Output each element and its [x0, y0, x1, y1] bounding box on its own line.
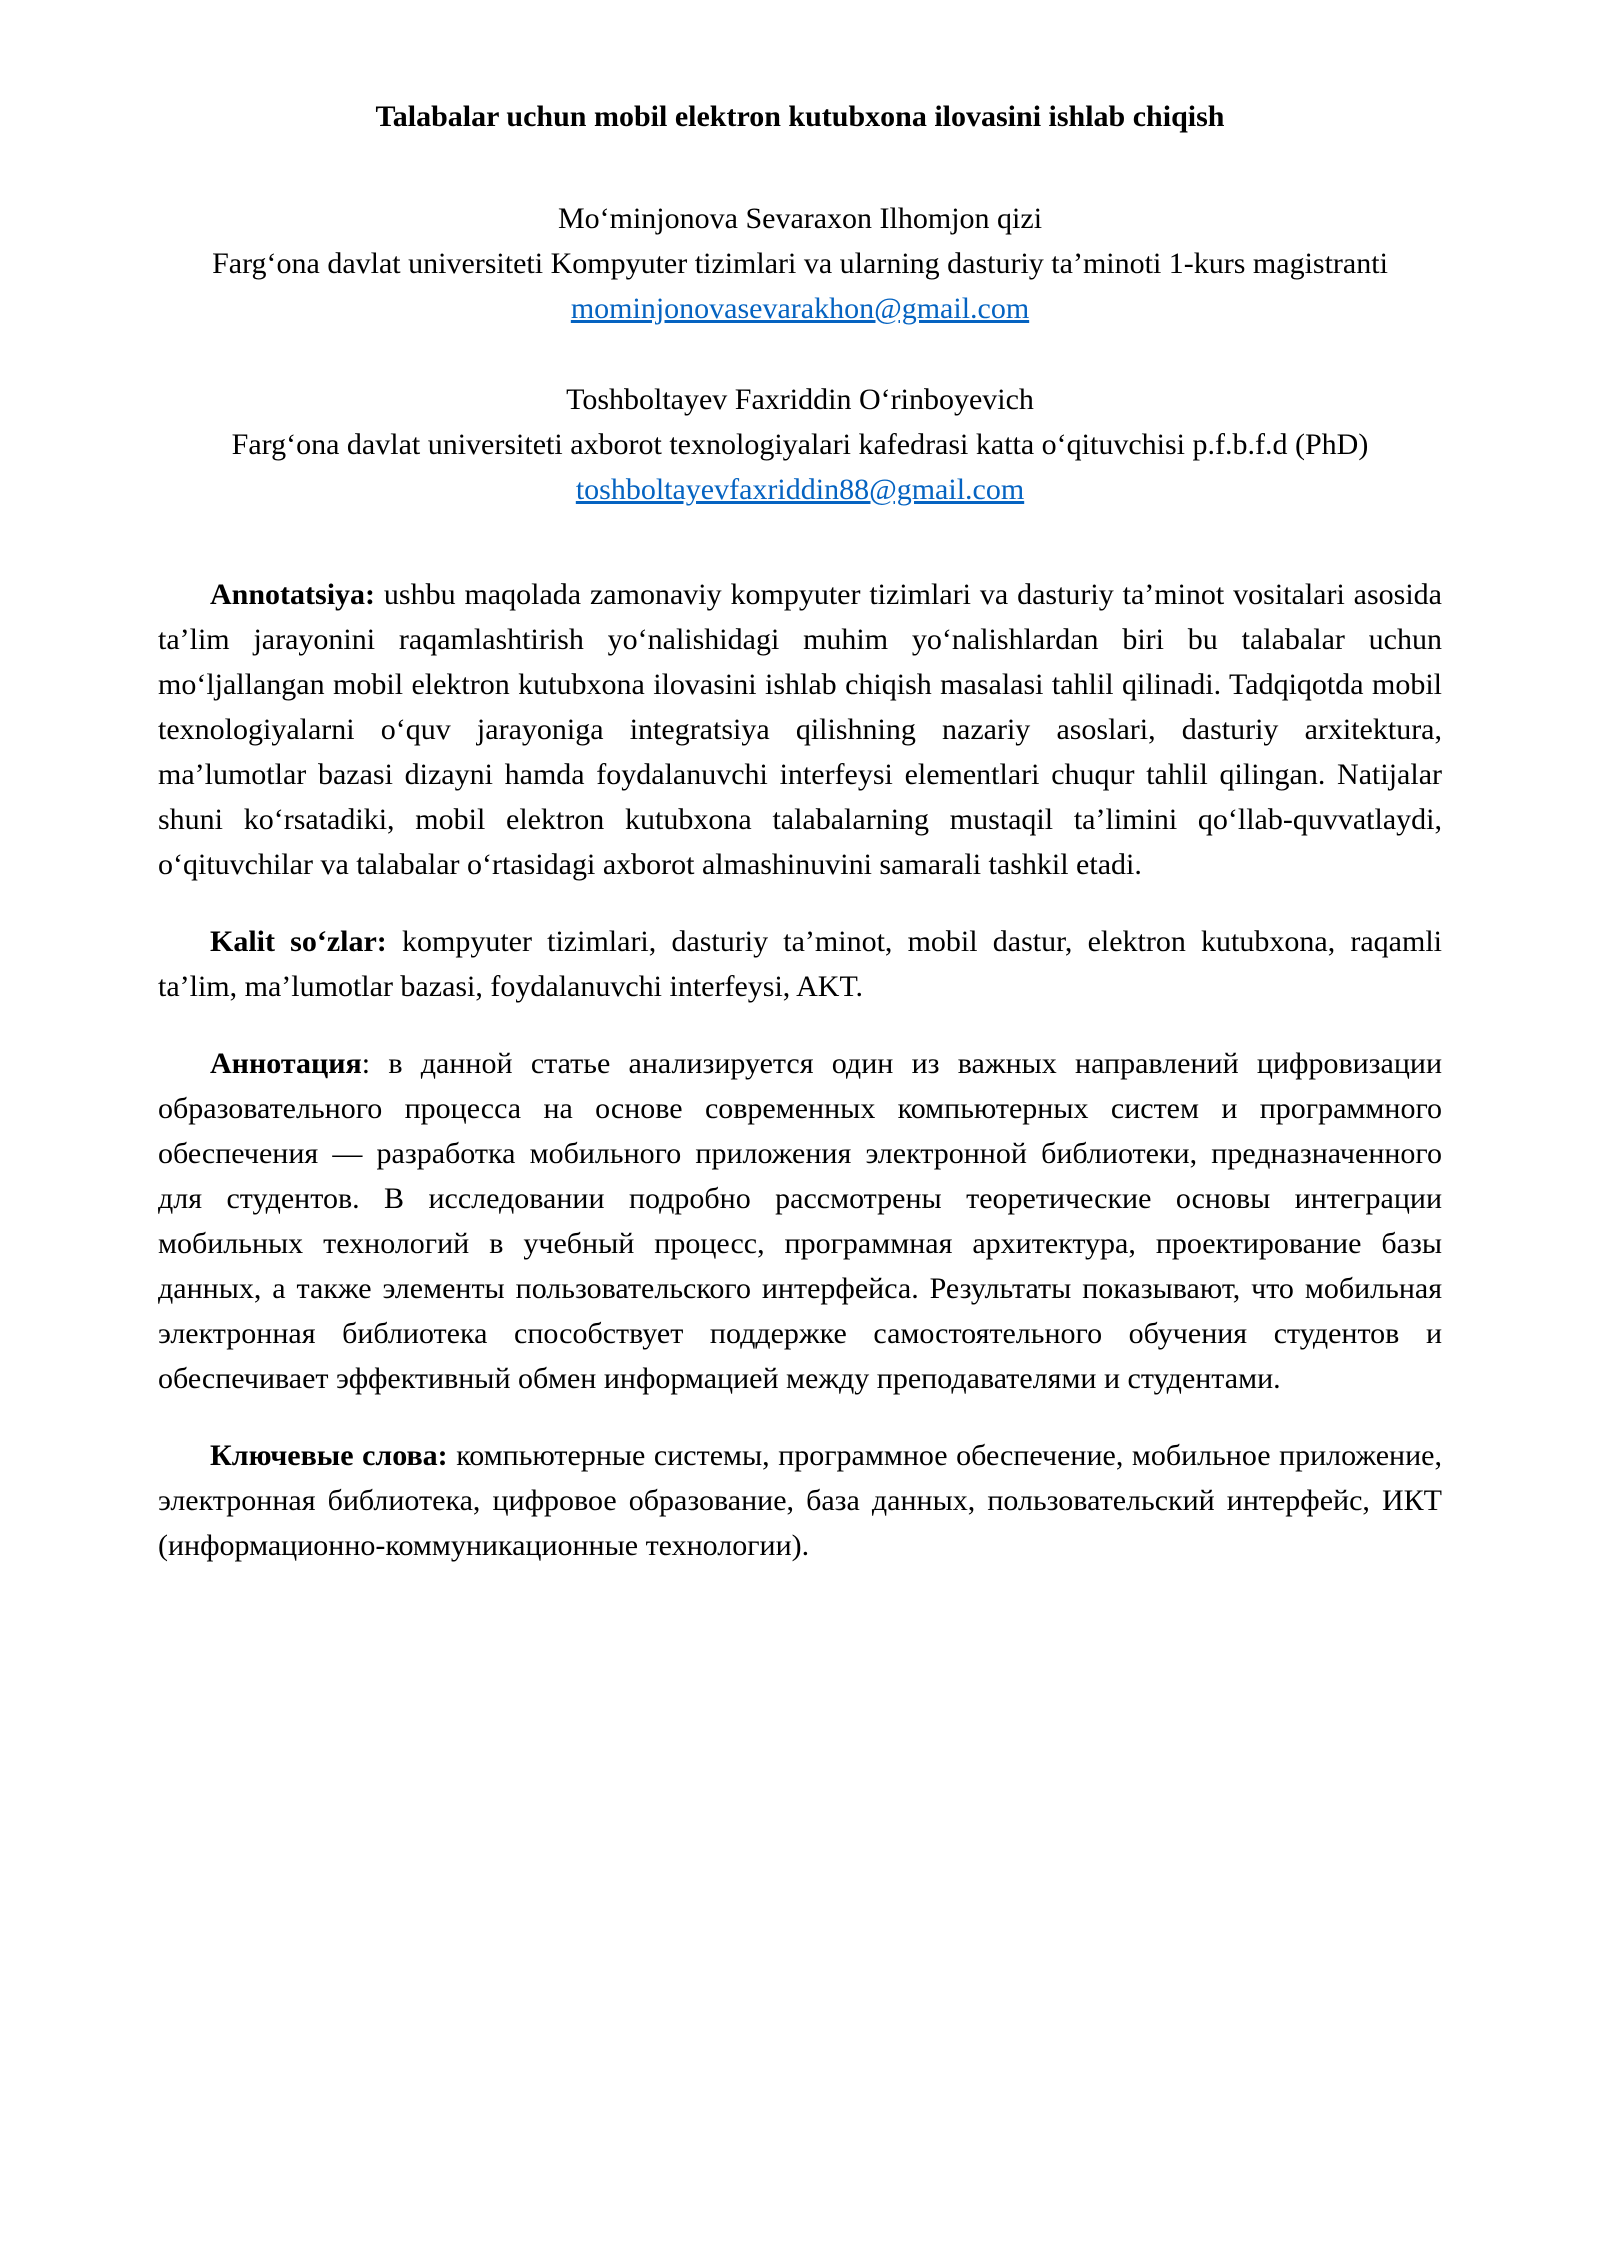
author-1-email-link[interactable]: mominjonovasevarakhon@gmail.com: [570, 292, 1030, 325]
author-2-name: Toshboltayev Faxriddin Oʻrinboyevich: [566, 383, 1034, 416]
abstract-uz-text: ushbu maqolada zamonaviy kompyuter tizimlari va dasturiy ta’minot vositalari asosida ta’lim jarayonini raqamlashtirish yoʻnalishidagi muhim yoʻnalishlardan biri bu talabalar uchun moʻljallangan mobil elektron kutubxona ilovasini ishlab chiqish masalasi tahlil qilinadi. Tadqiqotda mobil texnologiyalarni oʻquv jarayoniga integratsiya qilishning nazariy asoslari, dasturiy arxitektura, ma’lumotlar bazasi dizayni hamda foydalanuvchi interfeysi elementlari chuqur tahlil qilingan. Natijalar shuni koʻrsatadiki, mobil elektron kutubxona talabalarning mustaqil ta’limini qoʻllab-quvvatlaydi, oʻqituvchilar va talabalar oʻrtasidagi axborot almashinuvini samarali tashkil etadi.: [158, 578, 1442, 881]
author-1-name: Moʻminjonova Sevaraxon Ilhomjon qizi: [557, 202, 1043, 235]
keywords-ru-paragraph: [158, 1433, 1442, 1568]
abstract-ru-paragraph: [158, 1041, 1442, 1401]
paper-title: Talabalar uchun mobil elektron kutubxona ilovasini ishlab chiqish: [375, 100, 1225, 133]
abstract-ru-text: : в данной статье анализируется один из важных направлений цифровизации образовательного процесса на основе современных компьютерных систем и программного обеспечения — разработка мобильного приложения электронной библиотеки, предназначенного для студентов. В исследовании подробно рассмотрены теоретические основы интеграции мобильных технологий в учебный процесс, программная архитектура, проектирование базы данных, а также элементы пользовательского интерфейса. Результаты показывают, что мобильная электронная библиотека способствует поддержке самостоятельного обучения студентов и обеспечивает эффективный обмен информацией между преподавателями и студентами.: [158, 1047, 1442, 1395]
author-block-1: [158, 196, 1442, 331]
keywords-uz-text: kompyuter tizimlari, dasturiy ta’minot, mobil dastur, elektron kutubxona, raqamli ta’lim, ma’lumotlar bazasi, foydalanuvchi interfeysi, AKT.: [158, 925, 1442, 1003]
section-spacer: [158, 558, 1442, 572]
author-2-affiliation: Fargʻona davlat universiteti axborot texnologiyalari kafedrasi katta oʻqituvchisi p.f.b.f.d (PhD): [231, 428, 1369, 461]
abstract-ru-label: Аннотация: [210, 1047, 362, 1080]
keywords-ru-label: Ключевые слова:: [210, 1439, 448, 1472]
abstract-uz-paragraph: [158, 572, 1442, 887]
keywords-uz-label: Kalit soʻzlar:: [210, 925, 387, 958]
author-2-email-link[interactable]: toshboltayevfaxriddin88@gmail.com: [575, 473, 1025, 506]
keywords-ru-text: компьютерные системы, программное обеспечение, мобильное приложение, электронная библиотека, цифровое образование, база данных, пользовательский интерфейс, ИКТ (информационно-коммуникационные технологии).: [158, 1439, 1442, 1562]
keywords-uz-paragraph: [158, 919, 1442, 1009]
abstract-uz-label: Annotatsiya:: [210, 578, 376, 611]
author-1-affiliation: Fargʻona davlat universiteti Kompyuter tizimlari va ularning dasturiy ta’minoti 1-kurs magistranti: [212, 247, 1388, 280]
author-block-2: [158, 377, 1442, 512]
